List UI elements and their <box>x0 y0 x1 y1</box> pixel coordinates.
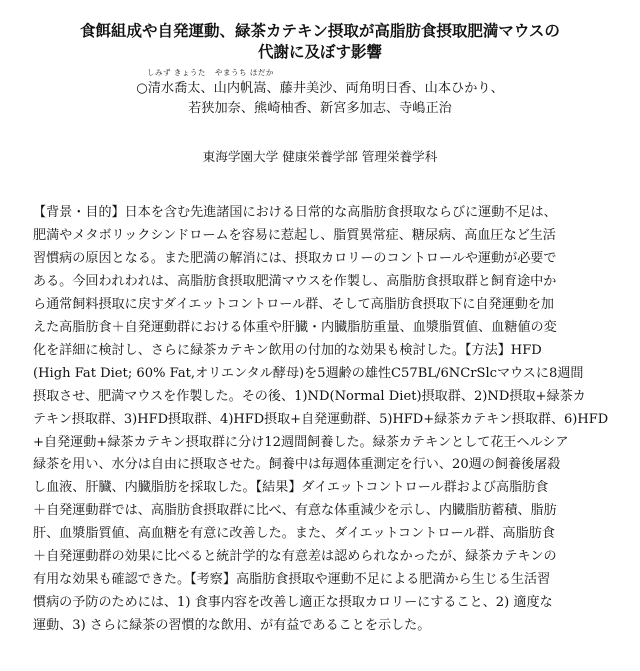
abstract-line: ら通常飼料摂取に戻すダイエットコントロール群、そして高脂肪食摂取下に自発運動を加 <box>33 296 554 312</box>
author-line: 若狭加奈、熊崎柚香、新宮多加志、寺嶋正治 <box>188 101 452 116</box>
title-line: 代謝に及ぼす影響 <box>257 42 382 61</box>
abstract-line: 肝、血漿脂質値、高血糖を有意に改善した。また、ダイエットコントロール群、高脂肪食 <box>33 526 555 542</box>
title-line: 食餌組成や自発運動、緑茶カテキン摂取が高脂肪食摂取肥満マウスの <box>80 21 560 40</box>
abstract-line: ＋自発運動群の効果に比べると統計学的な有意差は認められなかったが、緑茶カテキンの <box>33 549 557 565</box>
abstract-line: 習慣病の原因となる。また肥満の解消には、摂取カロリーのコントロールや運動が必要で <box>33 250 557 266</box>
author-line: ○清水喬太、山内帆嵩、藤井美沙、両角明日香、山本ひかり、 <box>136 81 504 96</box>
abstract-line: 緑茶を用い、水分は自由に摂取させた。飼養中は毎週体重測定を行い、20週の飼養後屠殺 <box>33 457 561 473</box>
abstract-line: し血液、肝臓、内臓脂肪を採取した。【結果】ダイエットコントロール群および高脂肪食 <box>33 480 549 496</box>
furigana-reading: しみず きょうた <box>147 68 206 77</box>
abstract-line: ある。今回われわれは、高脂肪食摂取肥満マウスを作製し、高脂肪食摂取群と飼育途中か <box>33 273 557 289</box>
abstract-line: ＋自発運動群では、高脂肪食摂取群に比べ、有意な体重減少を示し、内臓脂肪蓄積、脂肪 <box>33 503 557 519</box>
abstract-line: 摂取させ、肥満マウスを作製した。その後、1)ND(Normal Diet)摂取群、2)ND摂取+緑茶カ <box>33 388 586 404</box>
abstract-line: 【背景・目的】日本を含む先進諸国における日常的な高脂肪食摂取ならびに運動不足は、 <box>33 205 557 220</box>
furigana-reading: やまうち ほだか <box>215 68 274 77</box>
abstract-line: +自発運動+緑茶カテキン摂取群に分け12週間飼養した。緑茶カテキンとして花王ヘルシア <box>33 434 569 450</box>
abstract-line: 化を詳細に検討し、さらに緑茶カテキン飲用の付加的な効果も検討した。【方法】HFD <box>33 342 542 358</box>
abstract-line: (High Fat Diet; 60% Fat,オリエンタル酵母)を5週齢の雄性C57BL/6NCrSlcマウスに8週間 <box>33 365 584 381</box>
abstract-line: 慣病の予防のためには、1) 食事内容を改善し適正な摂取カロリーにすること、2) 適度な <box>33 595 553 611</box>
abstract-line: えた高脂肪食＋自発運動群における体重や肝臓・内臓脂肪重量、血漿脂質値、血糖値の変 <box>33 319 557 335</box>
abstract-line: 肥満やメタボリックシンドロームを容易に惹起し、脂質異常症、糖尿病、高血圧など生活 <box>33 227 556 243</box>
abstract-line: 運動、3) さらに緑茶の習慣的な飲用、が有益であることを示した。 <box>33 618 431 634</box>
affiliation: 東海学園大学 健康栄養学部 管理栄養学科 <box>202 149 438 164</box>
abstract-line: テキン摂取群、3)HFD摂取群、4)HFD摂取+自発運動群、5)HFD+緑茶カテキン摂取群、6)HFD <box>33 411 609 427</box>
abstract-line: 有用な効果も確認できた。【考察】高脂肪食摂取や運動不足による肥満から生じる生活習 <box>33 572 551 588</box>
page-title <box>30 20 610 62</box>
author-list <box>40 79 600 119</box>
abstract-body <box>33 202 608 638</box>
